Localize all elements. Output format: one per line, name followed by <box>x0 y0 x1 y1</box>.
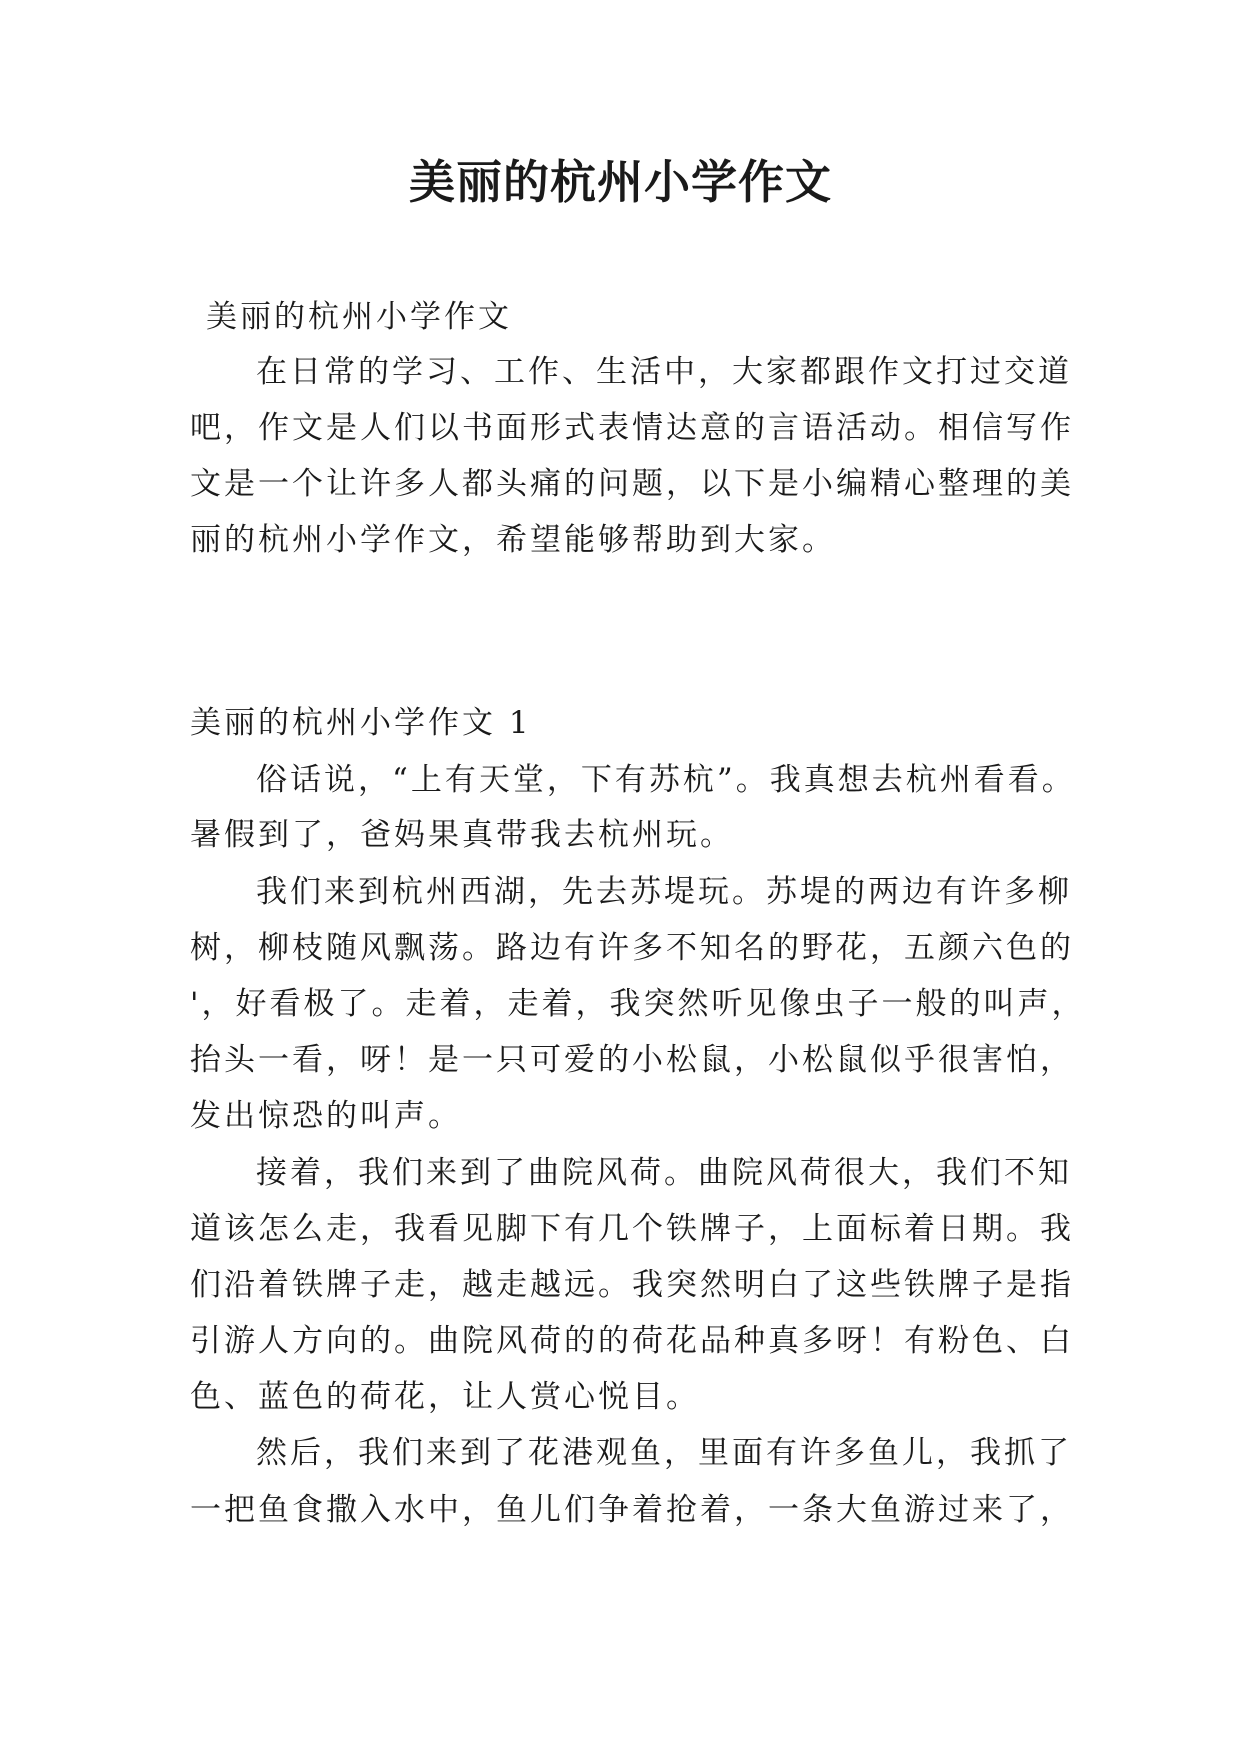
body-line: 俗话说，“上有天堂，下有苏杭”。我真想去杭州看看。 <box>256 762 1076 798</box>
body-line: 一把鱼食撒入水中，鱼儿们争着抢着，一条大鱼游过来了， <box>190 1492 1074 1528</box>
body-line: 色、蓝色的荷花，让人赏心悦目。 <box>190 1379 700 1415</box>
body-line: 然后，我们来到了花港观鱼，里面有许多鱼儿，我抓了 <box>256 1435 1072 1471</box>
body-line: 接着，我们来到了曲院风荷。曲院风荷很大，我们不知 <box>256 1155 1072 1191</box>
document-title: 美丽的杭州小学作文 <box>409 155 832 209</box>
body-line: '，好看极了。走着，走着，我突然听见像虫子一般的叫声， <box>190 986 1086 1022</box>
body-line: 发出惊恐的叫声。 <box>190 1098 462 1134</box>
body-line: 道该怎么走，我看见脚下有几个铁牌子，上面标着日期。我 <box>190 1211 1074 1247</box>
body-line: 引游人方向的。曲院风荷的的荷花品种真多呀！有粉色、白 <box>190 1323 1074 1359</box>
body-line: 树，柳枝随风飘荡。路边有许多不知名的野花，五颜六色的 <box>190 930 1074 966</box>
document-subtitle: 美丽的杭州小学作文 <box>206 299 512 335</box>
intro-line: 在日常的学习、工作、生活中，大家都跟作文打过交道 <box>256 354 1072 390</box>
body-line: 们沿着铁牌子走，越走越远。我突然明白了这些铁牌子是指 <box>190 1267 1074 1303</box>
body-line: 我们来到杭州西湖，先去苏堤玩。苏堤的两边有许多柳 <box>256 874 1072 910</box>
intro-line: 文是一个让许多人都头痛的问题，以下是小编精心整理的美 <box>190 466 1074 502</box>
section-heading: 美丽的杭州小学作文 1 <box>190 705 532 741</box>
intro-line: 吧，作文是人们以书面形式表情达意的言语活动。相信写作 <box>190 410 1074 446</box>
body-line: 抬头一看，呀！是一只可爱的小松鼠，小松鼠似乎很害怕， <box>190 1042 1074 1078</box>
intro-line: 丽的杭州小学作文，希望能够帮助到大家。 <box>190 522 836 558</box>
body-line: 暑假到了，爸妈果真带我去杭州玩。 <box>190 817 734 853</box>
